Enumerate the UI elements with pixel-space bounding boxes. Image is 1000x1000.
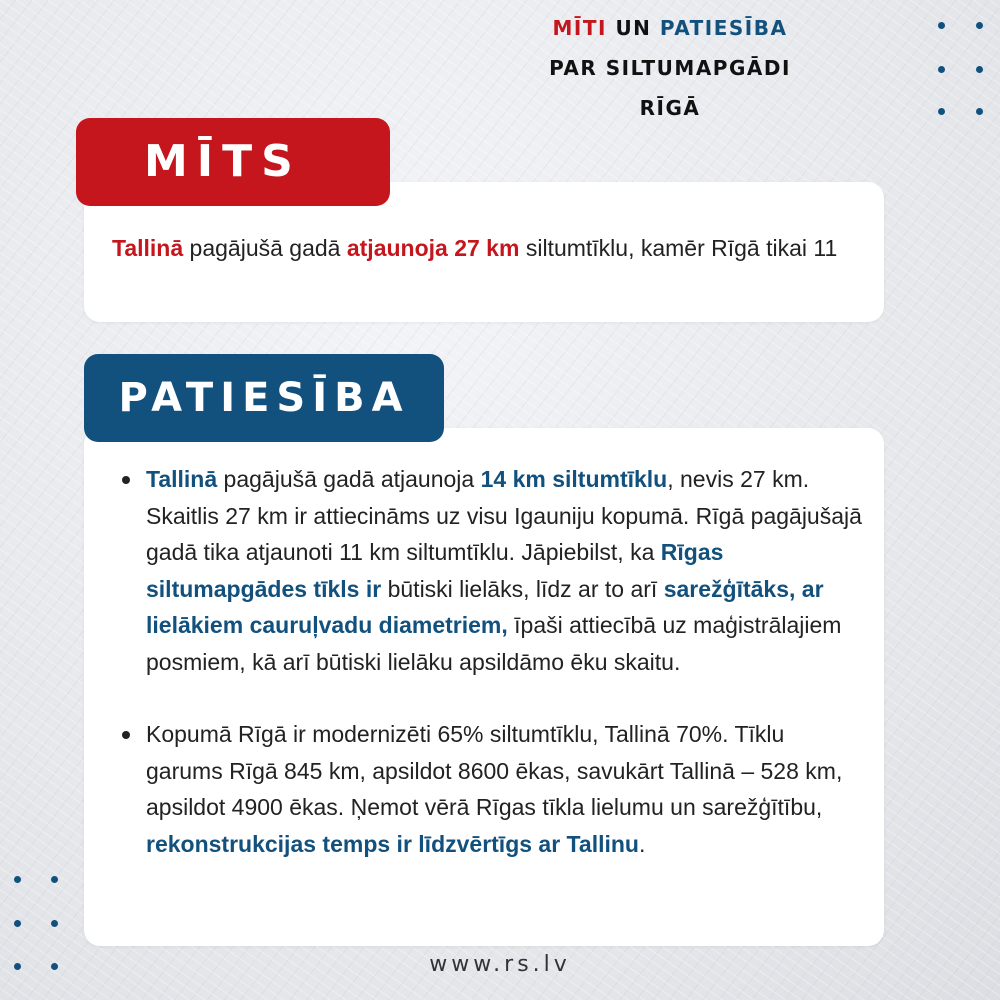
truth-text: pagājušā gadā atjaunoja [217, 466, 481, 492]
dot-icon [938, 108, 945, 115]
truth-text: . [638, 830, 646, 857]
myth-text-part: siltumtīklu, kamēr Rīgā tikai 11 [519, 235, 838, 261]
title-line-2: PAR SILTUMAPGĀDI [549, 56, 791, 80]
truth-text-highlight: 14 km siltumtīklu [480, 466, 668, 492]
title-line-3: RĪGĀ [639, 96, 701, 120]
truth-list [122, 461, 866, 862]
dot-icon [976, 66, 983, 73]
truth-text: Kopumā Rīgā ir modernizēti 65% siltumtīklu, Tallinā 70%. Tīklu garums Rīgā 845 km, apsildot 8600 ēkas, savukārt Tallinā – 528 km, apsildot 4900 ēkas. Ņemot vērā Rīgas tīkla lielumu un sarežģītību, [146, 721, 843, 820]
myth-claim: atjaunoja 27 km [346, 235, 520, 261]
myth-text-part: pagājušā gadā [183, 235, 347, 261]
truth-text-highlight: sarežģītāks, ar lielākiem cauruļvadu diametriem, [146, 575, 824, 638]
dot-icon [51, 920, 58, 927]
truth-text-highlight: Rīgas siltumapgādes tīkls ir [146, 539, 724, 602]
dot-icon [51, 876, 58, 883]
truth-text-highlight: rekonstrukcijas temps ir līdzvērtīgs ar Tallinu [146, 830, 639, 857]
dot-icon [976, 108, 983, 115]
dot-icon [14, 876, 21, 883]
truth-text: īpaši attiecībā uz maģistrālajiem posmiem, kā arī būtiski lielāku apsildāmo ēku skaitu. [146, 612, 842, 675]
myth-badge: MĪTS [76, 118, 390, 206]
footer-url: www.rs.lv [429, 952, 571, 977]
truth-badge: PATIESĪBA [84, 354, 444, 442]
page-title [470, 8, 870, 128]
myth-text [112, 228, 854, 268]
decorative-dots-top-right [938, 22, 988, 122]
title-truth-word: PATIESĪBA [659, 16, 788, 40]
dot-icon [938, 22, 945, 29]
title-myths-word: MĪTI [552, 16, 607, 40]
myth-city: Tallinā [112, 235, 184, 261]
title-line-1 [470, 8, 870, 48]
truth-text: būtiski lielāks, līdz ar to arī [381, 575, 664, 602]
list-item [122, 716, 866, 862]
truth-card [84, 428, 884, 946]
truth-text: , nevis 27 km. Skaitlis 27 km ir attiecināms uz visu Igauniju kopumā. Rīgā pagājušajā gadā tika atjaunoti 11 km siltumtīklu. Jāpiebilst, ka [146, 466, 862, 565]
dot-icon [938, 66, 945, 73]
dot-icon [976, 22, 983, 29]
list-item [122, 461, 866, 680]
title-and-word: UN [615, 16, 652, 40]
dot-icon [14, 920, 21, 927]
truth-text-highlight: Tallinā [146, 466, 218, 492]
